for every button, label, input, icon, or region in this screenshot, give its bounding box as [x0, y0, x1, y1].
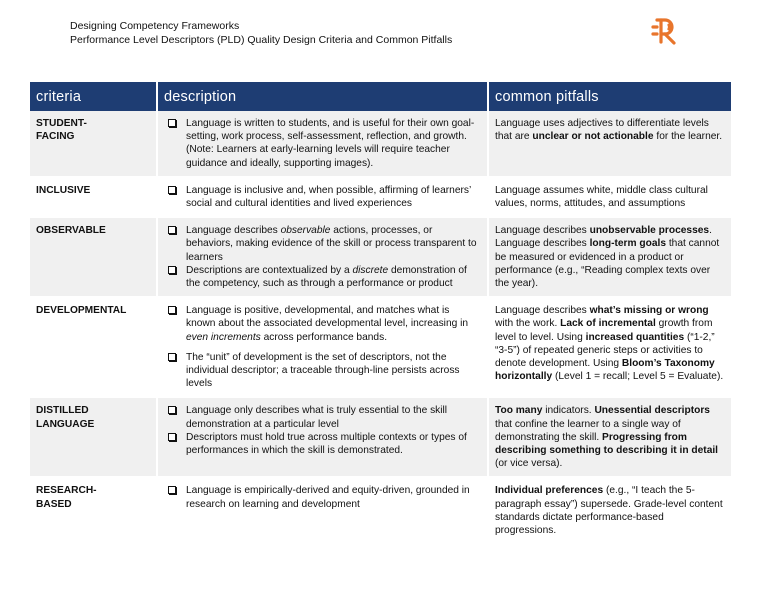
text-run: demonstration of the competency, such as through a performance or product: [186, 264, 467, 290]
criteria-label: DISTILLED: [36, 405, 89, 417]
text-run: . Language describes: [495, 225, 712, 250]
description-cell: [157, 397, 488, 477]
text-run: what’s missing or wrong: [589, 305, 709, 317]
criteria-label: FACING: [36, 131, 75, 143]
text-run: Language describes: [186, 225, 281, 237]
text-run: long-term goals: [589, 238, 667, 250]
description-bullet-item: [186, 264, 481, 290]
criteria-label: STUDENT-: [36, 118, 87, 129]
text-run: (“1-2,” “3-5”) of repeated generic steps or activities to denote development. Using: [495, 331, 715, 370]
description-list: [164, 184, 481, 210]
text-run: (or vice versa).: [495, 458, 563, 470]
description-list: [164, 484, 481, 510]
text-run: that cannot be measured or evidenced in a product or performance (e.g., “Reading complex texts over the year).: [495, 238, 720, 290]
description-cell: [157, 297, 488, 397]
table-row: [30, 397, 731, 477]
table-row: [30, 111, 731, 177]
text-run: increased quantities: [585, 331, 685, 343]
description-cell: [157, 217, 488, 297]
description-bullet-item: [186, 224, 481, 264]
pitfalls-cell: [488, 397, 731, 477]
criteria-label: RESEARCH-: [36, 485, 97, 497]
description-bullet-item: [186, 184, 481, 210]
text-run: observable: [280, 225, 331, 237]
pitfalls-cell: [488, 111, 731, 177]
description-cell: [157, 111, 488, 177]
criteria-cell: [30, 297, 157, 397]
pitfalls-cell: [488, 297, 731, 397]
text-run: Language is empirically-derived and equity-driven, grounded in research on learning and development: [186, 485, 470, 510]
criteria-cell: [30, 111, 157, 177]
criteria-cell: [30, 477, 157, 544]
description-bullet-item: [186, 117, 481, 170]
text-run: Language is inclusive and, when possible, affirming of learners’ social and cultural identities and lived experiences: [186, 184, 471, 210]
text-run: Bloom’s Taxonomy horizontally: [495, 358, 715, 383]
description-list: [164, 224, 481, 290]
criteria-cell: [30, 217, 157, 297]
description-cell: [157, 477, 488, 544]
text-run: Lack of incremental: [560, 318, 656, 330]
table-header-row: [30, 82, 731, 111]
text-run: Descriptions are contextualized by a: [186, 264, 353, 276]
table-row: [30, 177, 731, 217]
column-header-description: description: [157, 82, 488, 111]
description-bullet-item: [186, 484, 481, 510]
text-run: Language only describes what is truly essential to the skill demonstration at a particular level: [186, 405, 448, 430]
text-run: that confine the learner to a single way of demonstrating the skill.: [495, 418, 681, 443]
text-run: The “unit” of development is the set of descriptors, not the individual descriptor; a traceable through-line persists across levels: [186, 351, 460, 390]
description-list: [164, 117, 481, 170]
text-run: Progressing from describing something to describing it in detail: [495, 431, 719, 457]
description-bullet-item: [186, 351, 481, 391]
criteria-label: INCLUSIVE: [36, 184, 91, 196]
text-run: Individual preferences: [495, 485, 604, 497]
text-run: across performance bands.: [260, 331, 388, 343]
criteria-cell: [30, 397, 157, 477]
text-run: (Level 1 = recall; Level 5 = Evaluate).: [552, 371, 724, 383]
text-run: with the work.: [495, 318, 561, 330]
table-row: [30, 477, 731, 544]
text-run: even increments: [186, 331, 261, 343]
header-title: Designing Competency Frameworks: [70, 20, 240, 32]
text-run: indicators.: [542, 405, 595, 417]
description-bullet-item: [186, 404, 481, 430]
table-row: [30, 297, 731, 397]
header-subtitle: Performance Level Descriptors (PLD) Quality Design Criteria and Common Pitfalls: [70, 34, 453, 46]
pitfalls-cell: [488, 477, 731, 544]
text-run: for the learner.: [653, 131, 723, 143]
text-run: Language is positive, developmental, and matches what is known about the associated developmental level, increasing in: [186, 305, 469, 330]
description-bullet-item: [186, 431, 481, 457]
document-header: [70, 19, 452, 47]
text-run: actions, processes, or behaviors, making evidence of the skill or process transparent to learners: [186, 225, 477, 263]
text-run: Language assumes white, middle class cultural values, norms, attitudes, and assumptions: [495, 184, 708, 210]
text-run: growth from level to level. Using: [495, 318, 713, 343]
criteria-label: OBSERVABLE: [36, 225, 106, 237]
text-run: unobservable processes: [589, 225, 710, 237]
text-run: (e.g., “I teach the 5-paragraph essay”) supersede. Grade-level content standards dictate performance-based progressions.: [495, 485, 723, 537]
description-list: [164, 304, 481, 390]
text-run: Descriptors must hold true across multiple contexts or types of performances in which the skill is demonstrated.: [186, 431, 467, 457]
column-header-pitfalls: common pitfalls: [488, 82, 731, 111]
column-header-criteria: criteria: [30, 82, 157, 111]
pitfalls-cell: [488, 217, 731, 297]
text-run: Language describes: [495, 305, 590, 317]
criteria-label: LANGUAGE: [36, 418, 95, 430]
text-run: Too many: [495, 405, 543, 417]
logo-icon: [648, 12, 684, 48]
text-run: Language uses adjectives to differentiate levels that are: [495, 118, 709, 143]
text-run: unclear or not actionable: [532, 131, 654, 143]
criteria-label: DEVELOPMENTAL: [36, 305, 127, 317]
table-row: [30, 217, 731, 297]
text-run: Language describes: [495, 225, 590, 237]
description-list: [164, 404, 481, 457]
criteria-cell: [30, 177, 157, 217]
text-run: Unessential descriptors: [594, 405, 710, 417]
description-bullet-item: [186, 304, 481, 344]
text-run: discrete: [352, 264, 389, 276]
pld-table: [30, 82, 731, 545]
pitfalls-cell: [488, 177, 731, 217]
description-cell: [157, 177, 488, 217]
text-run: Language is written to students, and is useful for their own goal-setting, work process, self-assessment, reflection, and growth. (Note: Learners at early-learning levels will require teacher guidance and ideally, supporting images).: [186, 118, 475, 169]
criteria-label: BASED: [36, 498, 72, 510]
